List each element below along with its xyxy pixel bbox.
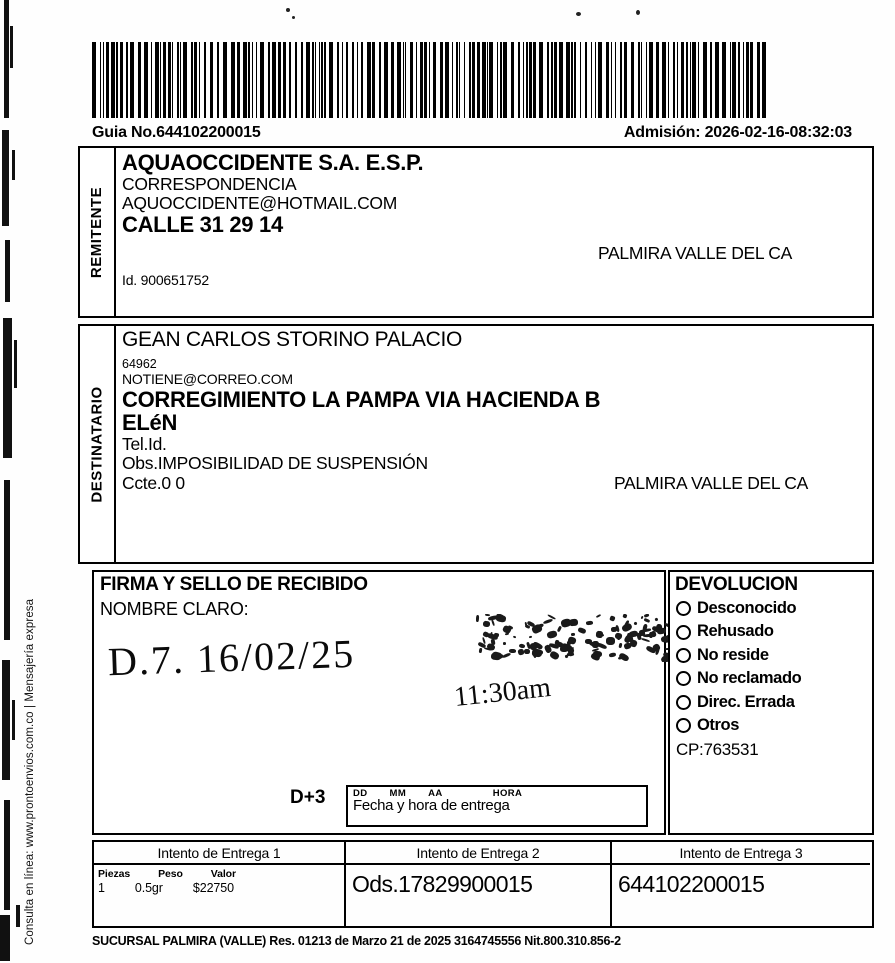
remitente-label-text: REMITENTE	[88, 186, 106, 278]
scan-speck	[292, 16, 295, 19]
fecha-hora-entrega-box[interactable]	[346, 785, 648, 827]
destinatario-label	[80, 326, 116, 562]
valor-header: Valor	[210, 868, 236, 880]
remitente-label	[80, 148, 116, 316]
radio-circle-icon[interactable]	[676, 718, 691, 733]
devolucion-option-label: Direc. Errada	[697, 692, 795, 711]
piezas-values	[94, 880, 344, 895]
peso-value: 0.5gr	[134, 881, 163, 895]
devolucion-option-no-reside[interactable]	[670, 644, 872, 667]
radio-circle-icon[interactable]	[676, 695, 691, 710]
destinatario-body	[116, 326, 872, 562]
destinatario-city: PALMIRA VALLE DEL CA	[613, 472, 808, 493]
remitente-email: AQUOCCIDENTE@HOTMAIL.COM	[122, 193, 398, 213]
intento-3-header: Intento de Entrega 3	[612, 842, 870, 865]
intento-2-header: Intento de Entrega 2	[346, 842, 610, 865]
firma-title: FIRMA Y SELLO DE RECIBIDO	[100, 574, 368, 595]
destinatario-name: GEAN CARLOS STORINO PALACIO	[122, 328, 463, 351]
scan-speck	[286, 8, 290, 12]
fecha-header-dd: DD	[353, 788, 368, 799]
admission-datetime: Admisión: 2026-02-16-08:32:03	[623, 124, 852, 141]
remitente-city: PALMIRA VALLE DEL CA	[597, 243, 792, 263]
devolucion-option-otros[interactable]	[670, 714, 872, 737]
remitente-body	[116, 148, 872, 316]
remitente-section	[78, 146, 874, 318]
scan-speck	[576, 12, 581, 16]
piezas-headers	[94, 865, 344, 880]
intento-3-column	[610, 842, 870, 926]
destinatario-ccte: Ccte.0 0	[122, 472, 185, 493]
guia-admission-row	[92, 124, 852, 142]
remitente-name: AQUAOCCIDENTE S.A. E.S.P.	[122, 150, 424, 175]
remitente-subtitle: CORRESPONDENCIA	[122, 173, 297, 194]
destinatario-email: NOTIENE@CORREO.COM	[122, 371, 293, 388]
piezas-header: Piezas	[98, 868, 131, 880]
signature-scribble	[476, 614, 691, 662]
signature-handwriting-date: D.7. 16/02/25	[107, 630, 356, 685]
destinatario-tel: Tel.Id.	[122, 434, 167, 455]
guia-number: Guia No.644102200015	[92, 124, 261, 141]
fecha-header-mm: MM	[389, 788, 407, 799]
radio-circle-icon[interactable]	[676, 648, 691, 663]
ods-number: Ods.17829900015	[352, 871, 533, 897]
destinatario-code: 64962	[122, 356, 157, 371]
destinatario-section	[78, 324, 874, 564]
valor-value: $22750	[192, 881, 234, 895]
intento-2-column	[344, 842, 610, 926]
devolucion-option-direc-errada[interactable]	[670, 691, 872, 714]
radio-circle-icon[interactable]	[676, 625, 691, 640]
piezas-value: 1	[98, 881, 105, 895]
footer-legal-text: SUCURSAL PALMIRA (VALLE) Res. 01213 de Marzo 21 de 2025 3164745556 Nit.800.310.856-2	[92, 934, 621, 948]
devolucion-option-no-reclamado[interactable]	[670, 667, 872, 690]
destinatario-address-line2: ELéN	[122, 410, 178, 436]
destinatario-obs: Obs.IMPOSIBILIDAD DE SUSPENSIÓN	[122, 453, 428, 474]
remitente-address: CALLE 31 29 14	[122, 212, 283, 238]
intentos-entrega-table	[92, 840, 874, 928]
nombre-claro-label: NOMBRE CLARO:	[100, 599, 249, 619]
destinatario-label-text: DESTINATARIO	[88, 385, 106, 503]
postal-code: CP:763531	[676, 739, 759, 759]
devolucion-option-desconocido[interactable]	[670, 597, 872, 620]
devolucion-option-label: Rehusado	[697, 622, 774, 641]
delivery-days-badge: D+3	[290, 787, 326, 808]
radio-circle-icon[interactable]	[676, 671, 691, 686]
devolucion-option-label: Otros	[697, 716, 740, 735]
devolucion-option-label: No reside	[697, 645, 769, 664]
radio-circle-icon[interactable]	[676, 601, 691, 616]
intento-1-column	[94, 842, 344, 926]
online-consult-note: Consulta en línea: www.prontoenvios.com.co | Mensajería expresa	[24, 598, 36, 945]
guia-number-bottom: 644102200015	[618, 871, 765, 897]
destinatario-address-line1: CORREGIMIENTO LA PAMPA VIA HACIENDA B	[122, 386, 601, 412]
devolucion-option-rehusado[interactable]	[670, 620, 872, 643]
devolucion-option-label: Desconocido	[697, 599, 797, 617]
fecha-hora-label: Fecha y hora de entrega	[353, 797, 510, 814]
scan-speck	[636, 10, 640, 15]
peso-header: Peso	[158, 868, 183, 880]
remitente-id: Id. 900651752	[122, 272, 209, 288]
devolucion-section	[668, 570, 874, 835]
signature-handwriting-time: 11:30am	[452, 672, 553, 713]
devolucion-option-label: No reclamado	[697, 669, 802, 688]
fecha-header-hora: HORA	[492, 788, 523, 799]
devolucion-title: DEVOLUCION	[675, 574, 798, 595]
fecha-header-aa: AA	[428, 788, 443, 799]
intento-1-header: Intento de Entrega 1	[94, 842, 344, 865]
barcode	[92, 42, 768, 118]
firma-sello-section[interactable]	[92, 570, 666, 835]
